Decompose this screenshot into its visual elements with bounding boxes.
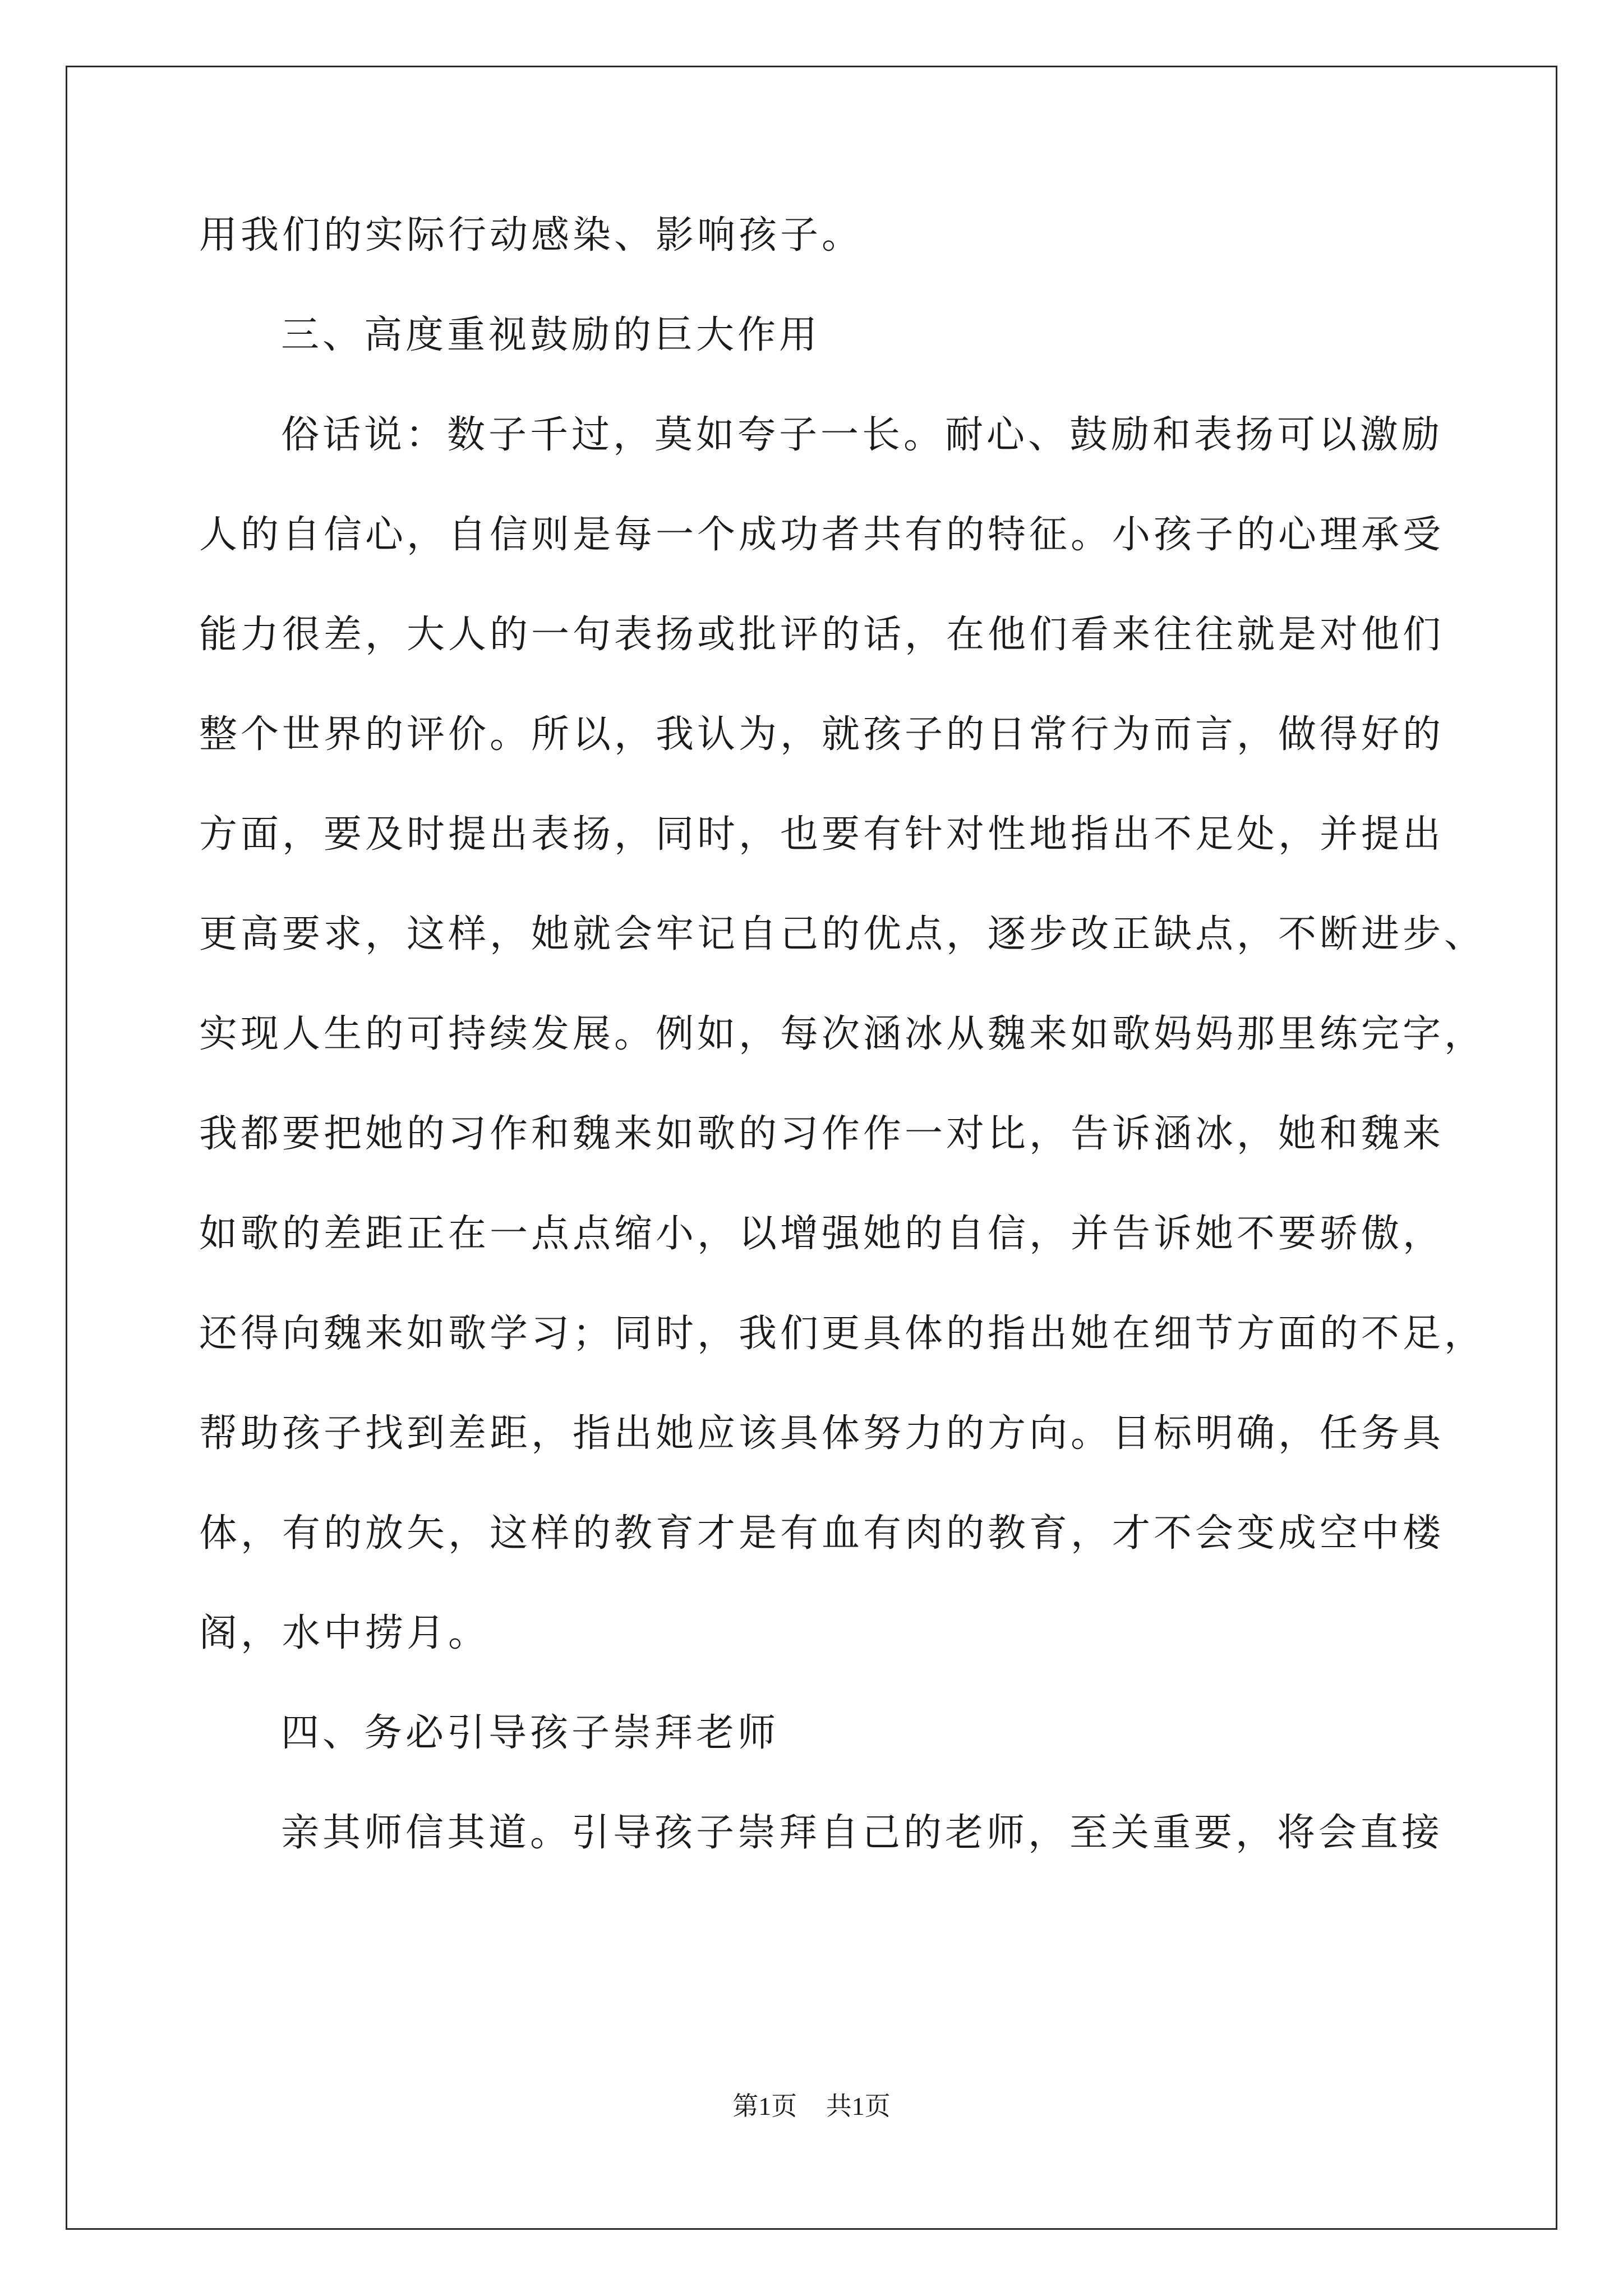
text-line-14: 体，有的放矢，这样的教育才是有血有肉的教育，才不会变成空中楼 <box>199 1511 1445 1556</box>
text-line-10: 我都要把她的习作和魏来如歌的习作作一对比，告诉涵冰，她和魏来 <box>199 1112 1445 1156</box>
text-line-15: 阁，水中捞月。 <box>199 1611 490 1655</box>
section-heading-3: 三、高度重视鼓励的巨大作用 <box>281 313 821 357</box>
text-line-4: 人的自信心，自信则是每一个成功者共有的特征。小孩子的心理承受 <box>199 513 1445 557</box>
text-line-9: 实现人生的可持续发展。例如，每次涵冰从魏来如歌妈妈那里练完字， <box>199 1012 1486 1056</box>
text-line-17: 亲其师信其道。引导孩子崇拜自己的老师，至关重要，将会直接 <box>281 1811 1444 1855</box>
text-line-13: 帮助孩子找到差距，指出她应该具体努力的方向。目标明确，任务具 <box>199 1411 1445 1456</box>
text-line-7: 方面，要及时提出表扬，同时，也要有针对性地指出不足处，并提出 <box>199 812 1445 857</box>
document-body <box>199 205 1486 1902</box>
text-line-6: 整个世界的评价。所以，我认为，就孩子的日常行为而言，做得好的 <box>199 712 1445 757</box>
section-heading-4: 四、务必引导孩子崇拜老师 <box>281 1711 780 1755</box>
page-number: 第1页 <box>732 2092 797 2120</box>
text-line-3: 俗话说：数子千过，莫如夸子一长。耐心、鼓励和表扬可以激励 <box>281 413 1444 457</box>
text-line-1: 用我们的实际行动感染、影响孩子。 <box>199 213 864 257</box>
text-line-5: 能力很差，大人的一句表扬或批评的话，在他们看来往往就是对他们 <box>199 613 1445 657</box>
page-footer <box>0 2086 1623 2123</box>
page-total: 共1页 <box>826 2092 891 2120</box>
text-line-8: 更高要求，这样，她就会牢记自己的优点，逐步改正缺点，不断进步、 <box>199 912 1486 956</box>
text-line-12: 还得向魏来如歌学习；同时，我们更具体的指出她在细节方面的不足， <box>199 1312 1486 1356</box>
text-line-11: 如歌的差距正在一点点缩小，以增强她的自信，并告诉她不要骄傲， <box>199 1212 1445 1256</box>
